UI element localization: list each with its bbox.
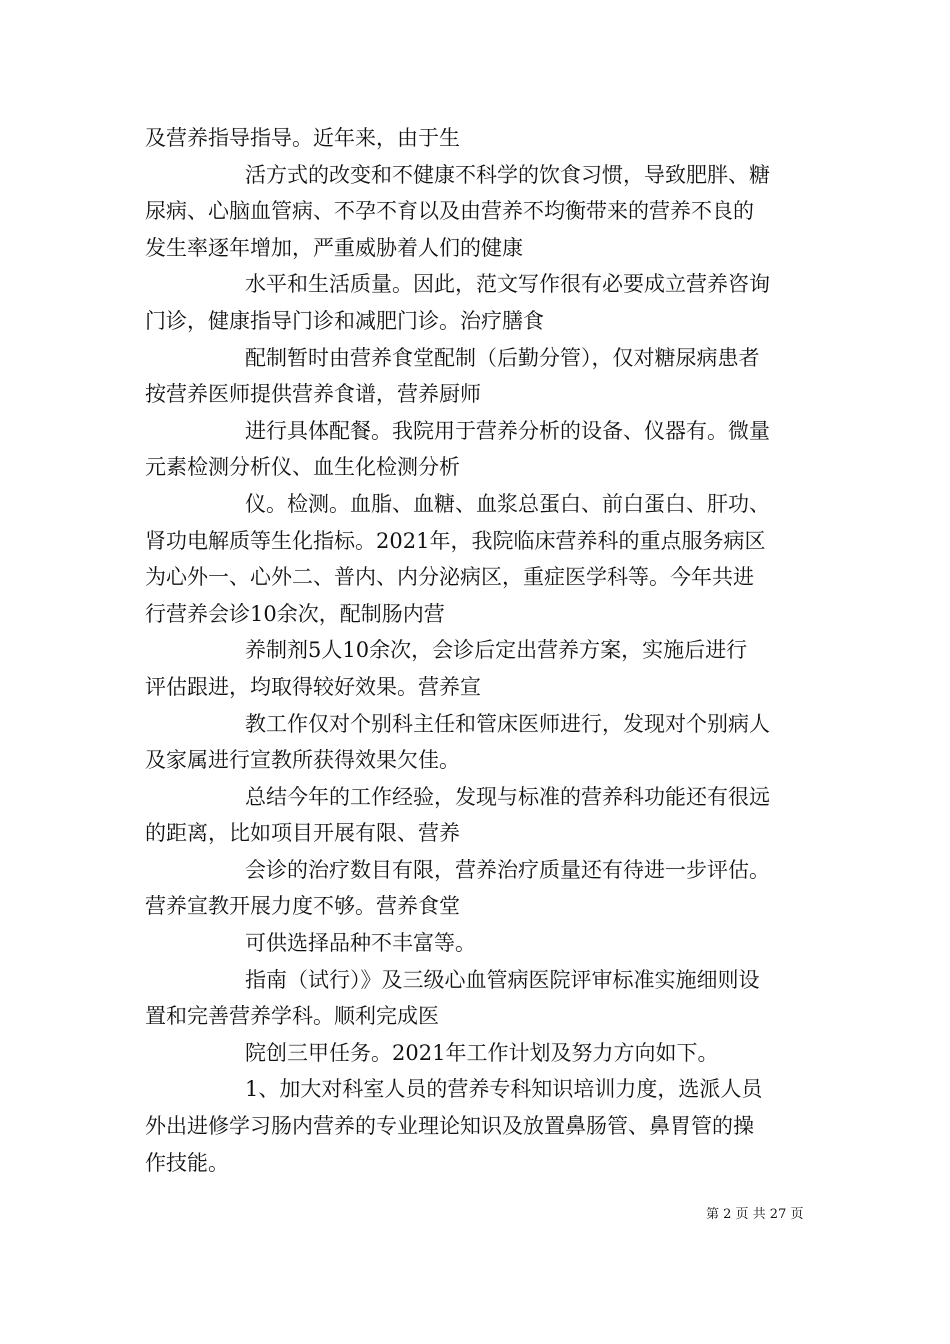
text-line: 行营养会诊10余次，配制肠内营: [145, 601, 445, 626]
text-line: 尿病、心脑血管病、不孕不育以及由营养不均衡带来的营养不良的: [145, 199, 754, 224]
page-number-footer: 第 2 页 共 27 页: [706, 1207, 804, 1222]
text-line: 发生率逐年增加，严重威胁着人们的健康: [145, 235, 523, 260]
text-line: 仪。检测。血脂、血糖、血浆总蛋白、前白蛋白、肝功、: [245, 491, 770, 516]
text-line: 元素检测分析仪、血生化检测分析: [145, 455, 460, 480]
text-line: 养制剂5人10余次，会诊后定出营养方案，实施后进行: [245, 638, 748, 663]
text-line: 门诊，健康指导门诊和减肥门诊。治疗膳食: [145, 308, 544, 333]
text-line: 指南（试行）》及三级心血管病医院评审标准实施细则设: [245, 967, 760, 992]
body-text: [145, 120, 810, 1181]
text-line: 及家属进行宣教所获得效果欠佳。: [145, 748, 460, 773]
text-line: 配制暂时由营养食堂配制（后勤分管），仅对糖尿病患者: [245, 345, 760, 370]
text-line: 置和完善营养学科。顺利完成医: [145, 1004, 439, 1029]
text-line: 营养宣教开展力度不够。营养食堂: [145, 894, 460, 919]
text-line: 肾功电解质等生化指标。2021年，我院临床营养科的重点服务病区: [145, 528, 766, 553]
text-line: 院创三甲任务。2021年工作计划及努力方向如下。: [245, 1040, 719, 1065]
text-line: 及营养指导指导。近年来，由于生: [145, 126, 460, 150]
text-line: 总结今年的工作经验，发现与标准的营养科功能还有很远: [245, 784, 770, 809]
text-line: 水平和生活质量。因此，范文写作很有必要成立营养咨询: [245, 272, 770, 297]
text-line: 作技能。: [145, 1150, 229, 1175]
text-line: 按营养医师提供营养食谱，营养厨师: [145, 382, 481, 407]
text-line: 1、加大对科室人员的营养专科知识培训力度，选派人员: [245, 1077, 763, 1102]
text-line: 的距离，比如项目开展有限、营养: [145, 821, 460, 846]
text-line: 评估跟进，均取得较好效果。营养宣: [145, 674, 481, 699]
text-line: 会诊的治疗数目有限，营养治疗质量还有待进一步评估。: [245, 857, 770, 882]
text-line: 外出进修学习肠内营养的专业理论知识及放置鼻肠管、鼻胃管的操: [145, 1114, 754, 1139]
text-line: 活方式的改变和不健康不科学的饮食习惯，导致肥胖、糖: [245, 162, 770, 187]
text-line: 进行具体配餐。我院用于营养分析的设备、仪器有。微量: [245, 418, 770, 443]
text-line: 可供选择品种不丰富等。: [245, 931, 476, 956]
text-line: 为心外一、心外二、普内、内分泌病区，重症医学科等。今年共进: [145, 565, 754, 590]
text-line: 教工作仅对个别科主任和管床医师进行，发现对个别病人: [245, 711, 770, 736]
